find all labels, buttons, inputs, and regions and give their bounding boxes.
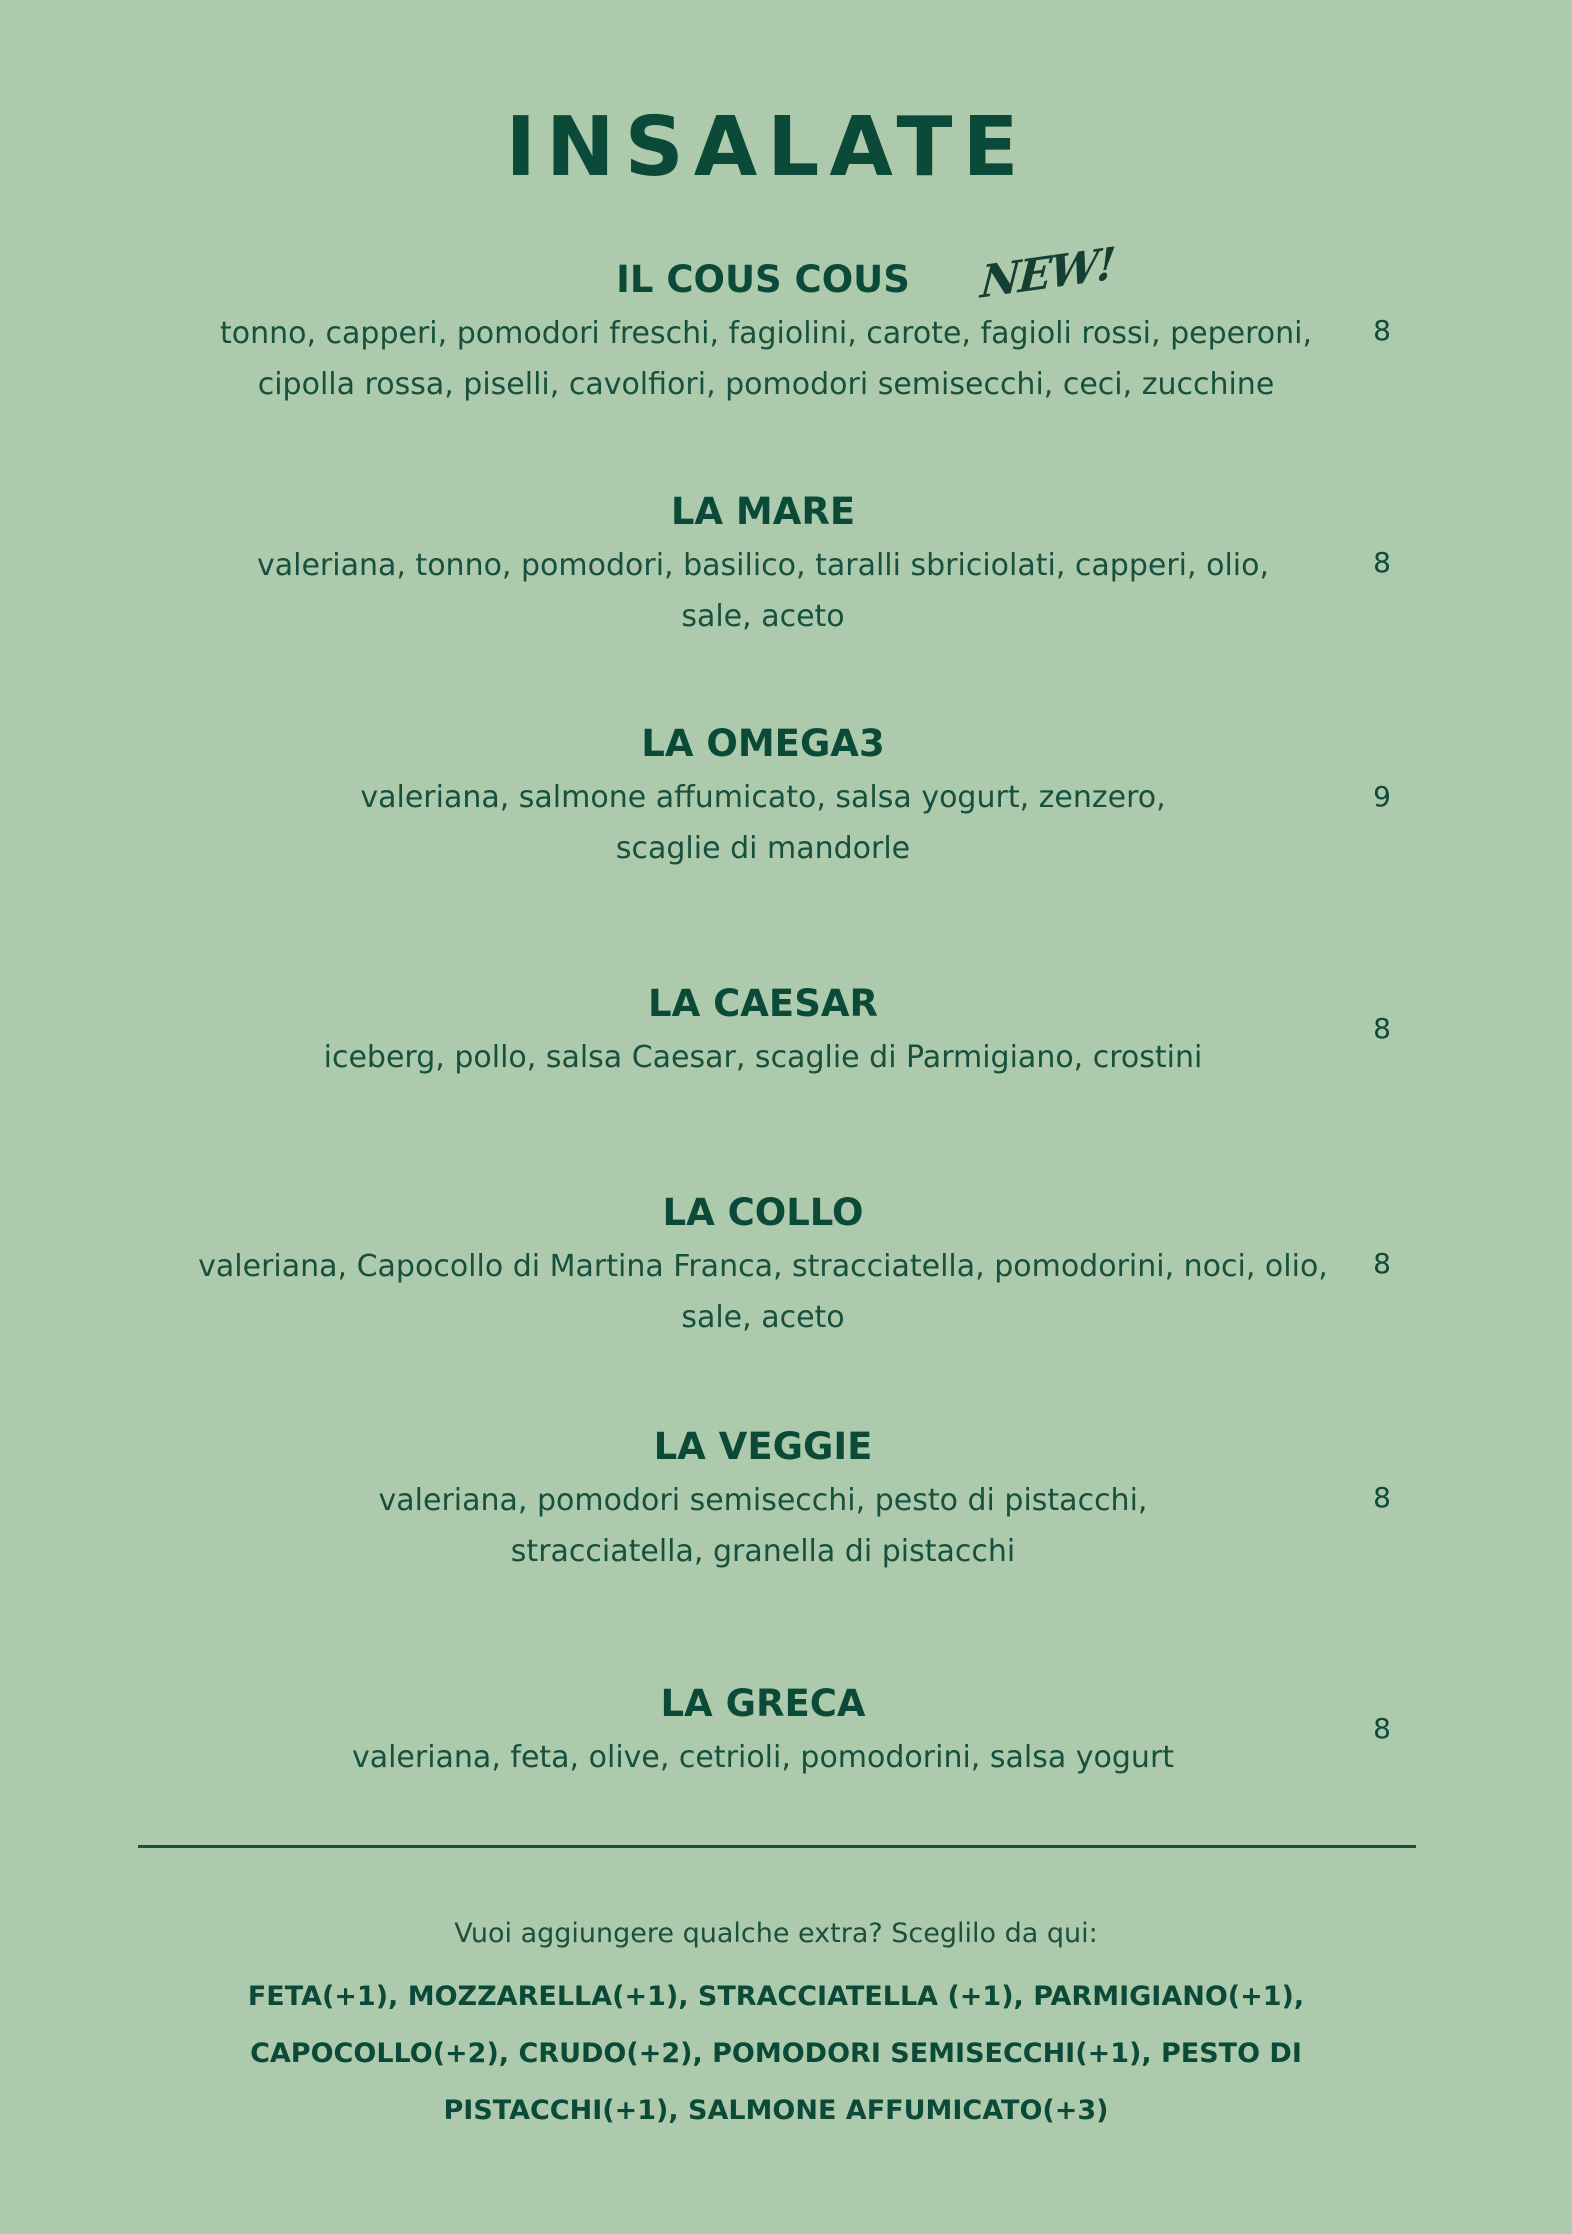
item-price: 8: [1373, 1012, 1391, 1045]
item-description: valeriana, feta, olive, cetrioli, pomodorini, salsa yogurt: [351, 1740, 1175, 1775]
extras-intro: Vuoi aggiungere qualche extra? Sceglilo da qui:: [454, 1918, 1098, 1949]
item-description: tonno, capperi, pomodori freschi, fagiolini, carote, fagioli rossi, peperoni, cipolla rossa, piselli, cavolfiori, pomodori semisecchi, ceci, zucchine: [219, 316, 1312, 402]
item-price: 8: [1373, 1247, 1391, 1280]
divider: [138, 1845, 1416, 1848]
item-description: valeriana, salmone affumicato, salsa yogurt, zenzero, scaglie di mandorle: [360, 780, 1166, 866]
item-description: valeriana, pomodori semisecchi, pesto di pistacchi, stracciatella, granella di pistacchi: [378, 1483, 1148, 1569]
menu-item-la-caesar: [0, 982, 1572, 1132]
item-price: 8: [1373, 546, 1391, 579]
menu-item-la-collo: [0, 1191, 1572, 1341]
item-name: LA VEGGIE: [653, 1425, 873, 1468]
item-price: 9: [1373, 780, 1391, 813]
menu-item-la-omega3: [0, 722, 1572, 872]
item-price: 8: [1373, 1712, 1391, 1745]
page-title: INSALATE: [505, 100, 1029, 195]
menu-item-la-mare: [0, 490, 1572, 640]
item-price: 8: [1373, 314, 1391, 347]
item-name: LA OMEGA3: [641, 722, 885, 765]
item-name: LA MARE: [670, 490, 856, 533]
extras-list: FETA(+1), MOZZARELLA(+1), STRACCIATELLA (+1), PARMIGIANO(+1), CAPOCOLLO(+2), CRUDO(+2), POMODORI SEMISECCHI(+1), PESTO DI PISTACCHI(+1), SALMONE AFFUMICATO(+3): [247, 1981, 1305, 2126]
item-name: LA GRECA: [660, 1682, 866, 1725]
item-name: LA CAESAR: [648, 982, 878, 1025]
item-price: 8: [1373, 1481, 1391, 1514]
item-description: iceberg, pollo, salsa Caesar, scaglie di Parmigiano, crostini: [323, 1040, 1203, 1075]
menu-item-la-greca: [0, 1682, 1572, 1832]
new-badge: NEW!: [978, 238, 1116, 309]
menu-item-cous-cous: [0, 258, 1572, 408]
menu-item-la-veggie: [0, 1425, 1572, 1575]
item-description: valeriana, tonno, pomodori, basilico, taralli sbriciolati, capperi, olio, sale, aceto: [256, 548, 1270, 634]
item-name: LA COLLO: [662, 1191, 864, 1234]
item-description: valeriana, Capocollo di Martina Franca, stracciatella, pomodorini, noci, olio, sale, aceto: [198, 1249, 1328, 1335]
item-name: IL COUS COUS: [616, 258, 910, 301]
